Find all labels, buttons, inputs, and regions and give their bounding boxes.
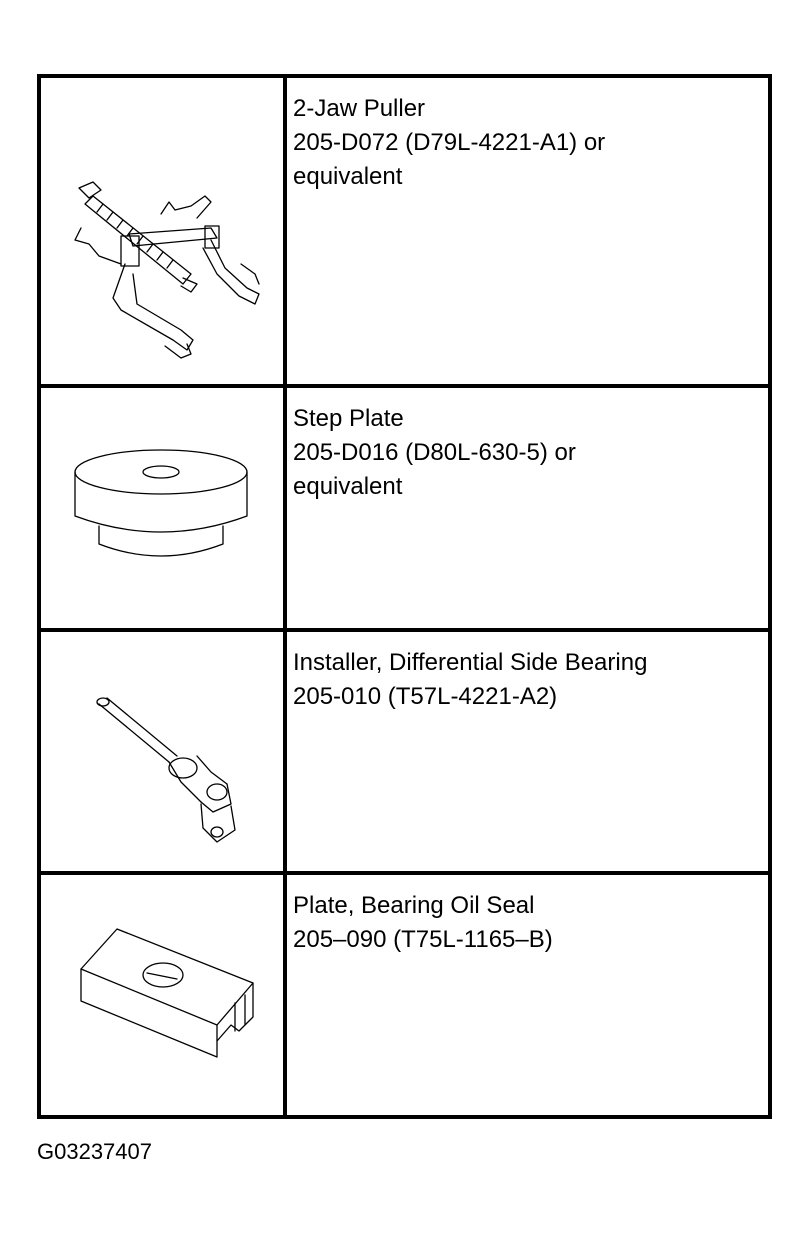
figure-code: G03237407: [37, 1139, 152, 1164]
step-plate-icon: [41, 388, 283, 628]
tool-description: [293, 92, 760, 194]
tool-illustration-cell: [41, 388, 287, 628]
oil-seal-plate-icon: [41, 875, 283, 1115]
tool-name: Installer, Differential Side Bearing: [293, 649, 648, 676]
tool-illustration-cell: [41, 78, 287, 384]
tool-suffix: equivalent: [293, 163, 403, 190]
tool-row-oil-seal-plate: [41, 875, 768, 1115]
tool-description: [293, 646, 760, 714]
tool-suffix: equivalent: [293, 473, 403, 500]
tool-name: 2-Jaw Puller: [293, 95, 426, 122]
tool-row-step-plate: [41, 388, 768, 632]
two-jaw-puller-icon: [41, 78, 283, 384]
tool-number: 205-010 (T57L-4221-A2): [293, 683, 558, 710]
special-tools-table: [37, 74, 772, 1119]
tool-illustration-cell: [41, 875, 287, 1115]
tool-name: Step Plate: [293, 405, 404, 432]
tool-number: 205-D072 (D79L-4221-A1) or: [293, 129, 606, 156]
bearing-installer-icon: [41, 632, 283, 871]
tool-row-bearing-installer: [41, 632, 768, 875]
tool-number: 205-D016 (D80L-630-5) or: [293, 439, 576, 466]
tool-name: Plate, Bearing Oil Seal: [293, 892, 535, 919]
tool-number: 205–090 (T75L-1165–B): [293, 926, 553, 953]
tool-illustration-cell: [41, 632, 287, 871]
tool-row-jaw-puller: [41, 78, 768, 388]
tool-description: [293, 889, 760, 957]
tool-description: [293, 402, 760, 504]
